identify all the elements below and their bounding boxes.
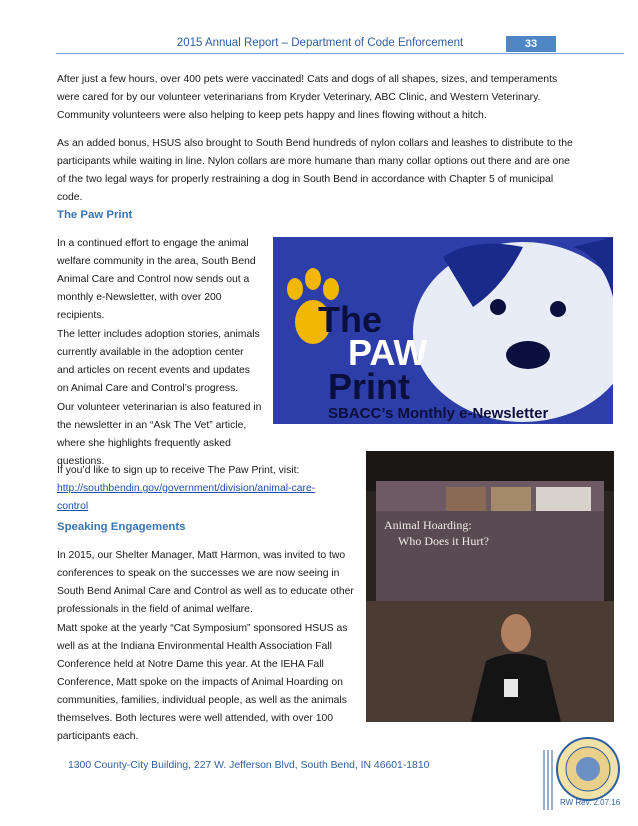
speaker-head [501, 614, 531, 652]
signup-text: If you’d like to sign up to receive The Paw Print, visit: [57, 465, 300, 476]
header-rule [56, 53, 624, 54]
section-heading-paw-print: The Paw Print [57, 209, 133, 221]
dog-eye-icon [550, 301, 566, 317]
revision-label: RW Rev. 2.07.16 [560, 798, 621, 807]
section-heading-speaking: Speaking Engagements [57, 521, 186, 533]
paragraph-ask-the-vet: Our volunteer veterinarian is also featured in the newsletter in an “Ask The Vet” article, where she highlights frequently asked questions. [57, 402, 262, 467]
paragraph-newsletter-content: The letter includes adoption stories, animals currently available in the adoption center and articles on recent events and updates on Animal Care and Control’s progress. [57, 329, 260, 394]
paw-print-newsletter-image [273, 237, 613, 424]
footer-divider-lines [542, 750, 554, 810]
header-title: 2015 Annual Report – Department of Code Enforcement [176, 37, 464, 49]
paragraph-newsletter-intro: In a continued effort to engage the animal welfare community in the area, South Bend Animal Care and Control now sends out a monthly e-Newsletter, with over 200 recipients. [57, 238, 256, 321]
paragraph-collars: As an added bonus, HSUS also brought to South Bend hundreds of nylon collars and leashes to distribute to the participants while waiting in line. Nylon collars are more humane than many collar options out there and are one of the two legal ways for properly restraining a dog in South Bend in accordance with Chapter 5 of municipal code. [57, 138, 573, 203]
newsletter-title-paw: PAW [348, 332, 428, 373]
newsletter-title-the: The [318, 299, 383, 340]
speaking-engagement-photo [366, 451, 614, 722]
page-number-badge: 33 [506, 36, 556, 52]
footer-address: 1300 County-City Building, 227 W. Jefferson Blvd, South Bend, IN 46601-1810 [68, 760, 430, 771]
signup-link[interactable]: http://southbendin.gov/government/division/animal-care-control [57, 483, 316, 512]
newsletter-title-print: Print [328, 366, 411, 407]
newsletter-subtitle: SBACC’s Monthly e-Newsletter [328, 405, 549, 422]
signup-paragraph [57, 462, 357, 516]
dog-eye-icon [490, 299, 506, 315]
presentation-title-line1: Animal Hoarding: [384, 518, 472, 532]
dog-nose-icon [506, 341, 550, 369]
name-badge [504, 679, 518, 697]
paragraph-vaccination: After just a few hours, over 400 pets were vaccinated! Cats and dogs of all shapes, sizes, and temperaments were cared for by our volunteer veterinarians from Kryder Veterinary, ABC Clinic, and Western Veterinary. Community volunteers were also helping to keep pets happy and lines flowing without a hitch. [57, 74, 558, 121]
paragraph-speaking-details: Matt spoke at the yearly “Cat Symposium” sponsored HSUS as well as at the Indiana Environmental Health Association Fall Conference held at Notre Dame this year. At the IEHA Fall Conference, Matt spoke on the impacts of Animal Hoarding on communities, families, individual people, as well as the animals themselves. Both lectures were well attended, with over 100 participants each. [57, 623, 348, 742]
city-seal-logo [555, 736, 621, 802]
paragraph-speaking-intro: In 2015, our Shelter Manager, Matt Harmon, was invited to two conferences to speak on the successes we are now seeing in South Bend Animal Care and Control as well as to educate other professionals in the field of animal welfare. [57, 550, 354, 615]
presentation-title-line2: Who Does it Hurt? [398, 534, 489, 548]
